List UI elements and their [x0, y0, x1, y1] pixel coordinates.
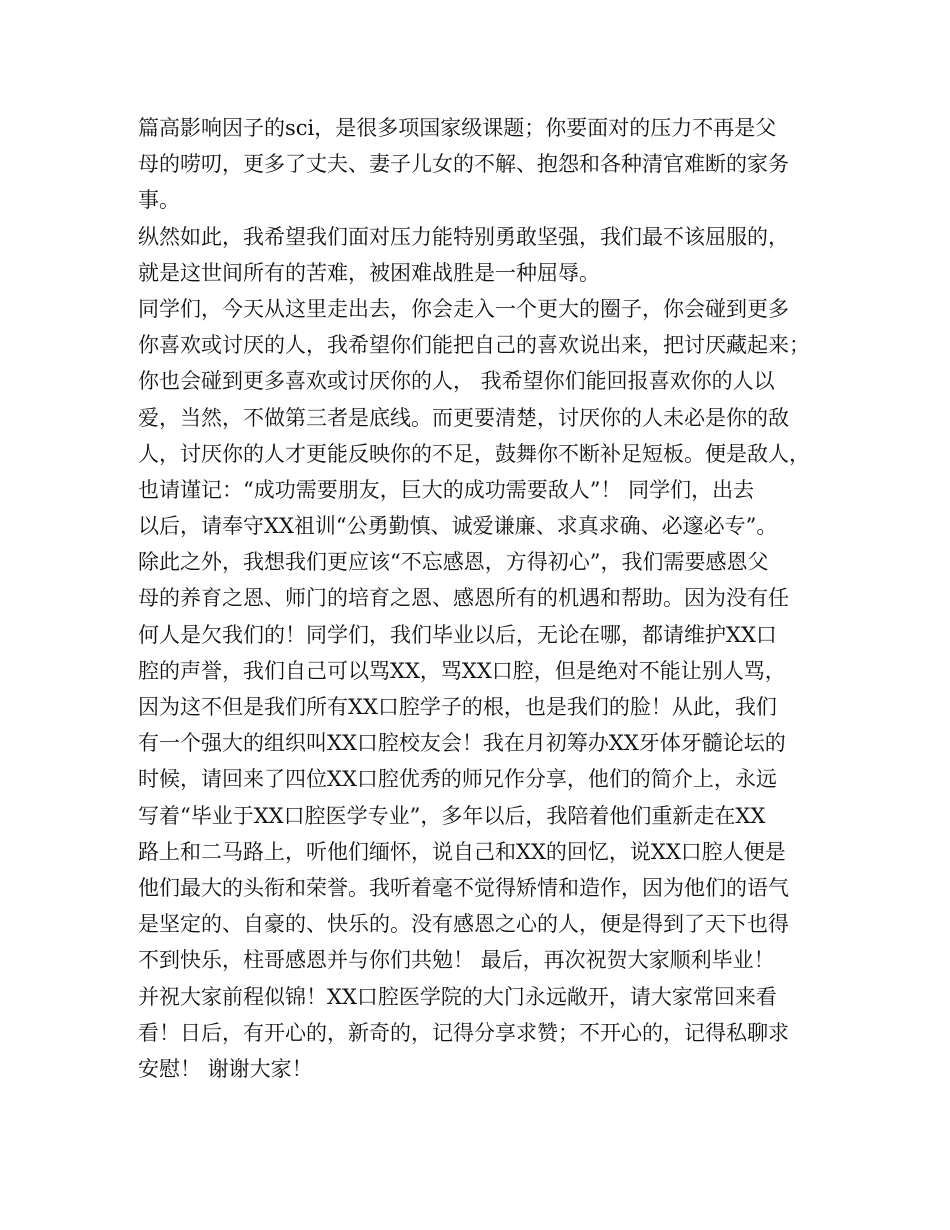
text-line: 他们最大的头衔和荣誉。我听着毫不觉得矫情和造作，因为他们的语气	[138, 875, 789, 900]
text-line: 以后，请奉守XX祖训“公勇勤慎、诚爱谦廉、求真求确、必邃必专”。	[138, 514, 778, 539]
text-line: 有一个强大的组织叫XX口腔校友会！我在月初筹办XX牙体牙髓论坛的	[138, 731, 786, 756]
text-line: 篇高影响因子的sci，是很多项国家级课题；你要面对的压力不再是父	[138, 116, 777, 140]
text-line: 并祝大家前程似锦！XX口腔医学院的大门永远敞开，请大家常回来看	[138, 984, 777, 1009]
text-line: 母的唠叨，更多了丈夫、妻子儿女的不解、抱怨和各种清官难断的家务	[138, 152, 789, 177]
text-line: 母的养育之恩、师门的培育之恩、感恩所有的机遇和帮助。因为没有任	[138, 586, 789, 611]
text-line: 就是这世间所有的苦难，被困难战胜是一种屈辱。	[138, 260, 600, 285]
text-line: 你也会碰到更多喜欢或讨厌你的人， 我希望你们能回报喜欢你的人以	[138, 369, 775, 394]
text-line: 事。	[138, 188, 180, 213]
text-line: 因为这不但是我们所有XX口腔学子的根，也是我们的脸！从此，我们	[138, 695, 777, 719]
text-line: 也请谨记：“成功需要朋友，巨大的成功需要敌人”！ 同学们，出去	[138, 477, 755, 502]
text-line: 除此之外，我想我们更应该“不忘感恩，方得初心”，我们需要感恩父	[138, 550, 769, 575]
text-line: 人，讨厌你的人才更能反映你的不足，鼓舞你不断补足短板。便是敌人，	[138, 441, 810, 466]
text-line: 腔的声誉，我们自己可以骂XX，骂XX口腔，但是绝对不能让别人骂，	[138, 658, 786, 683]
text-line: 何人是欠我们的！同学们，我们毕业以后，无论在哪，都请维护XX口	[138, 622, 777, 647]
text-line: 是坚定的、自豪的、快乐的。没有感恩之心的人，便是得到了天下也得	[138, 912, 789, 937]
text-line: 路上和二马路上，听他们缅怀，说自己和XX的回忆，说XX口腔人便是	[138, 839, 786, 864]
text-line: 同学们，今天从这里走出去，你会走入一个更大的圈子，你会碰到更多	[138, 296, 789, 321]
text-line: 写着“毕业于XX口腔医学专业”，多年以后，我陪着他们重新走在XX	[138, 803, 766, 828]
text-line: 安慰！ 谢谢大家！	[138, 1056, 313, 1081]
text-line: 看！日后，有开心的，新奇的，记得分享求赞；不开心的，记得私聊求	[138, 1020, 789, 1045]
document-body	[138, 110, 838, 1087]
text-line: 纵然如此，我希望我们面对压力能特别勇敢坚强，我们最不该屈服的，	[138, 224, 789, 249]
text-line: 你喜欢或讨厌的人，我希望你们能把自己的喜欢说出来，把讨厌藏起来；	[138, 333, 810, 358]
text-line: 爱，当然，不做第三者是底线。而更要清楚，讨厌你的人未必是你的敌	[138, 405, 789, 430]
text-line: 时候，请回来了四位XX口腔优秀的师兄作分享，他们的简介上，永远	[138, 767, 777, 792]
text-line: 不到快乐，柱哥感恩并与你们共勉！ 最后，再次祝贺大家顺利毕业！	[138, 948, 775, 973]
